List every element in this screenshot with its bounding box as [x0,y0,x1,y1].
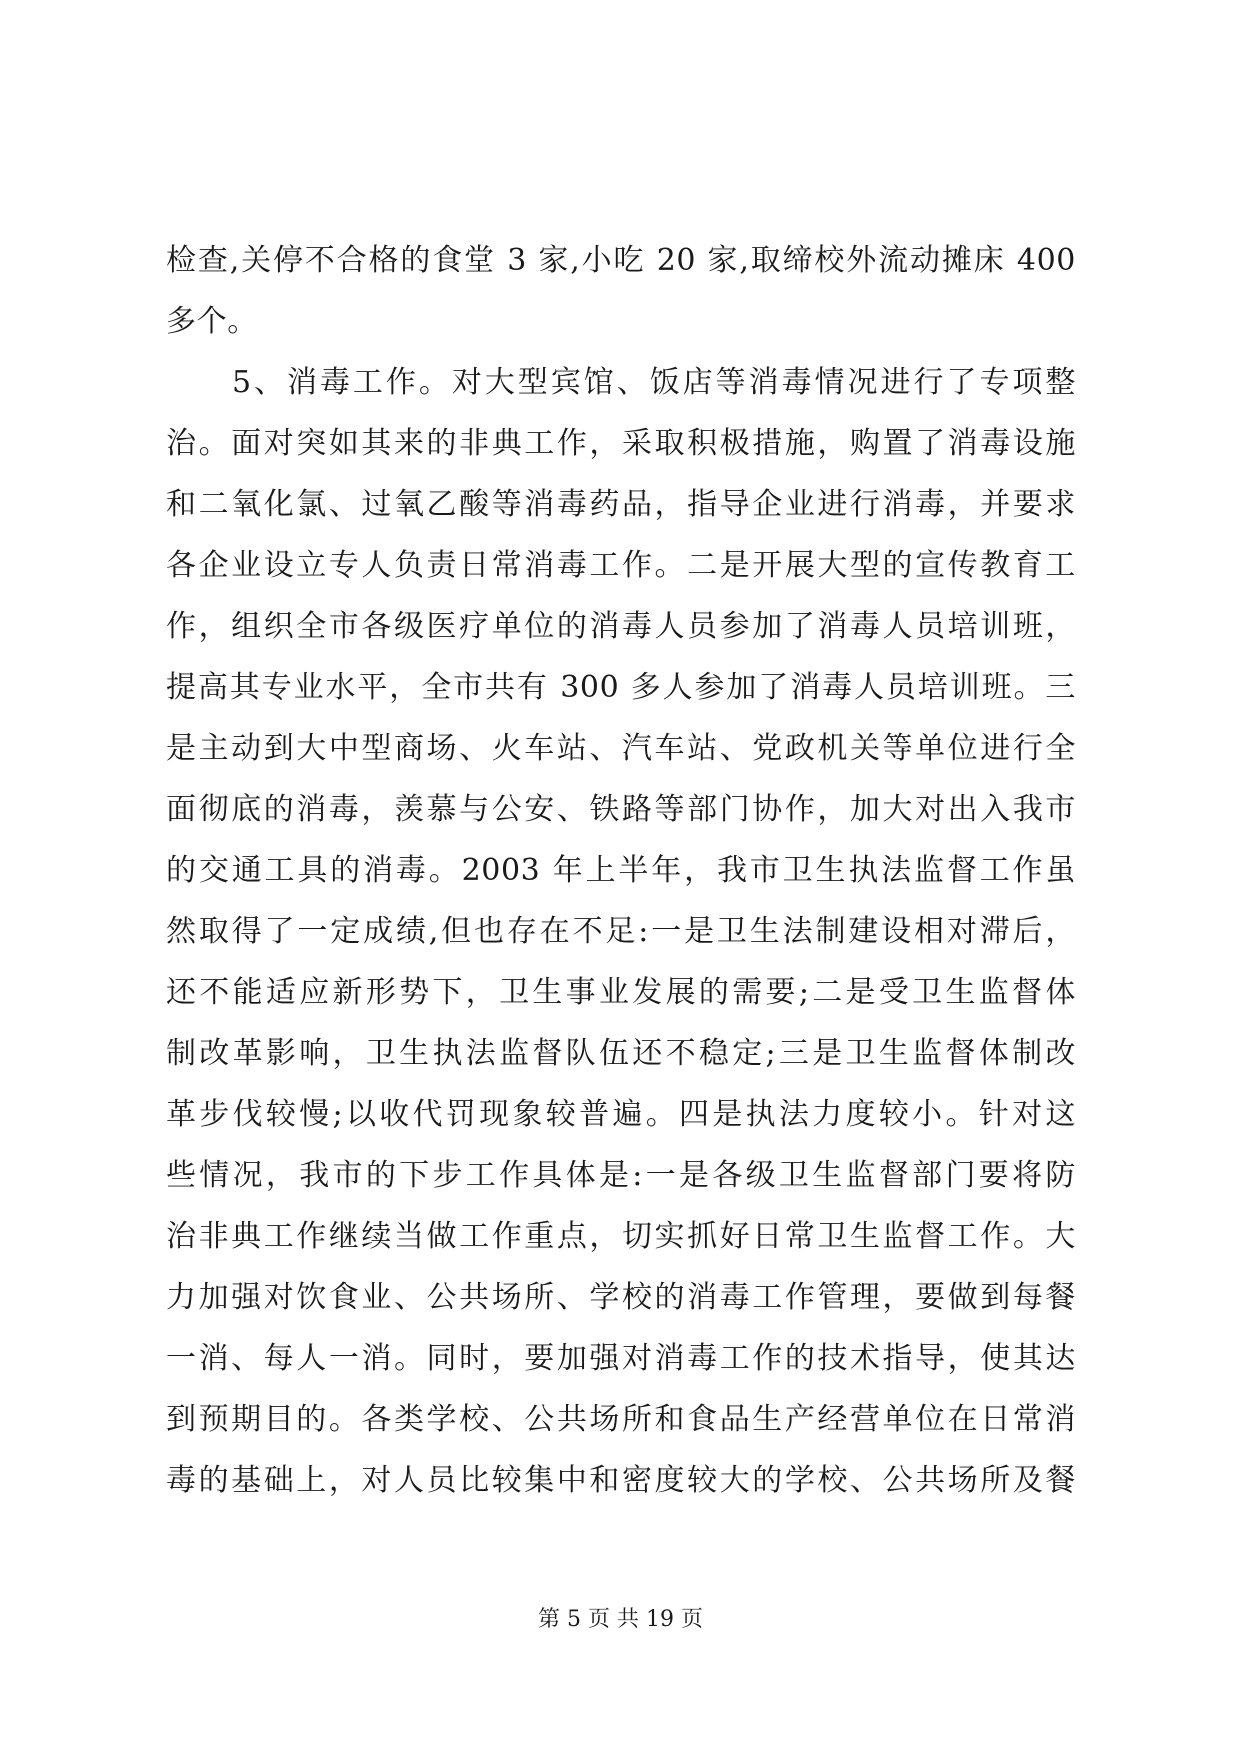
text-line: 毒的基础上，对人员比较集中和密度较大的学校、公共场所及餐 [166,1463,1076,1498]
text-line: 一消、每人一消。同时，要加强对消毒工作的技术指导，使其达 [166,1341,1076,1376]
text-line: 力加强对饮食业、公共场所、学校的消毒工作管理，要做到每餐 [166,1280,1076,1315]
text-line: 是主动到大中型商场、火车站、汽车站、党政机关等单位进行全 [166,731,1076,766]
text-line: 多个。 [166,304,258,339]
text-line: 各企业设立专人负责日常消毒工作。二是开展大型的宣传教育工 [166,548,1076,583]
text-line: 制改革影响，卫生执法监督队伍还不稳定;三是卫生监督体制改 [166,1036,1076,1071]
text-line: 的交通工具的消毒。2003 年上半年，我市卫生执法监督工作虽 [166,853,1076,888]
page-number-footer: 第 5 页 共 19 页 [538,1607,703,1632]
text-line: 作，组织全市各级医疗单位的消毒人员参加了消毒人员培训班， [166,609,1076,644]
body-text [166,230,1076,1511]
text-line: 革步伐较慢;以收代罚现象较普遍。四是执法力度较小。针对这 [166,1097,1076,1132]
text-line: 治。面对突如其来的非典工作，采取积极措施，购置了消毒设施 [166,426,1076,461]
text-line: 治非典工作继续当做工作重点，切实抓好日常卫生监督工作。大 [166,1219,1076,1254]
text-line: 然取得了一定成绩,但也存在不足:一是卫生法制建设相对滞后， [166,914,1076,949]
text-line: 提高其专业水平，全市共有 300 多人参加了消毒人员培训班。三 [166,670,1076,705]
text-line: 到预期目的。各类学校、公共场所和食品生产经营单位在日常消 [166,1402,1076,1437]
text-line: 还不能适应新形势下，卫生事业发展的需要;二是受卫生监督体 [166,975,1076,1010]
text-line: 检查,关停不合格的食堂 3 家,小吃 20 家,取缔校外流动摊床 400 [166,243,1076,278]
text-line: 5、消毒工作。对大型宾馆、饭店等消毒情况进行了专项整 [166,365,1076,400]
text-line: 些情况，我市的下步工作具体是:一是各级卫生监督部门要将防 [166,1158,1076,1193]
text-line: 和二氧化氯、过氧乙酸等消毒药品，指导企业进行消毒，并要求 [166,487,1076,522]
text-line: 面彻底的消毒，羡慕与公安、铁路等部门协作，加大对出入我市 [166,792,1076,827]
